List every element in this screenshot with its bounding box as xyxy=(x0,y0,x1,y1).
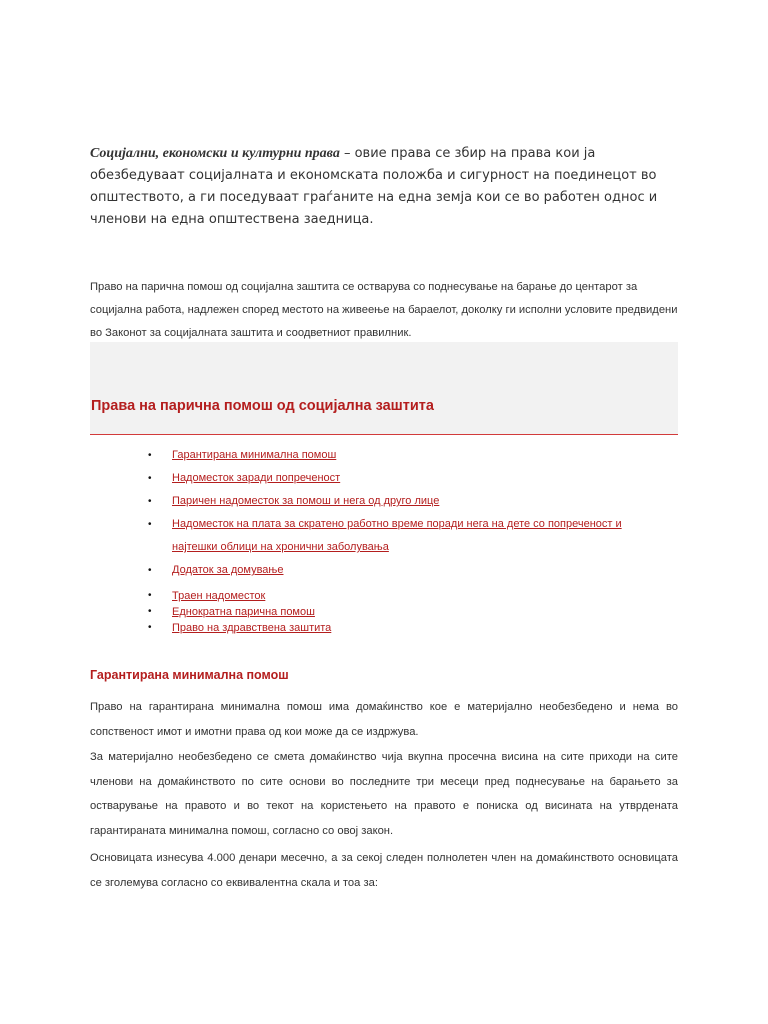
link-wage-compensation[interactable]: Надоместок на плата за скратено работно време поради нега на дете со попреченост и најтешки облици на хронични заболувања xyxy=(172,518,622,553)
list-item[interactable] xyxy=(148,588,668,604)
link-housing-allowance[interactable]: Додаток за домување xyxy=(172,564,284,576)
bullet-icon: • xyxy=(148,473,152,484)
intro-paragraph xyxy=(90,143,680,231)
bullet-icon: • xyxy=(148,450,152,461)
list-item[interactable] xyxy=(148,513,668,559)
bullet-icon: • xyxy=(148,565,152,576)
list-item[interactable] xyxy=(148,559,668,582)
link-disability-allowance[interactable]: Надоместок заради попреченост xyxy=(172,472,341,484)
bullet-icon: • xyxy=(148,519,152,530)
list-item[interactable] xyxy=(148,604,668,620)
list-item[interactable] xyxy=(148,620,668,636)
bullet-icon: • xyxy=(148,496,152,507)
bullet-icon: • xyxy=(148,606,152,617)
bullet-icon: • xyxy=(148,590,152,601)
link-guaranteed-minimum[interactable]: Гарантирана минимална помош xyxy=(172,449,337,461)
body-paragraph: Основицата изнесува 4.000 денари месечно, а за секој следен полнолетен член на домаќинството основицата се зголемува согласно со еквивалентна скала и тоа за: xyxy=(90,852,678,889)
link-health-protection[interactable]: Право на здравствена заштита xyxy=(172,622,332,634)
link-care-allowance[interactable]: Паричен надоместок за помош и нега од друго лице xyxy=(172,495,440,507)
intro-term: Социјални, економски и културни права xyxy=(90,146,340,161)
list-item[interactable] xyxy=(148,467,668,490)
link-one-time-aid[interactable]: Еднократна парична помош xyxy=(172,606,315,618)
section-heading: Права на парична помош од социјална заштита xyxy=(91,398,434,414)
body-paragraph: За материјално необезбедено се смета домаќинство чија вкупна просечна висина на сите приходи на сите членови на домаќинството по сите основи во последните три месеци пред поднесување на барањето за остварување на правото и во текот на користењето на правото е пониска од висината на утврдената гарантираната минимална помош, согласно со овој закон. xyxy=(90,751,678,837)
procedure-paragraph: Право на парична помош од социјална заштита се остварува со поднесување на барање до центарот за социјална работа, надлежен според местото на живеење на бараелот, доколку ги исполни условите предвидени во Законот за социјалната заштита и соодветниот правилник. xyxy=(90,281,678,339)
link-permanent-allowance[interactable]: Траен надоместок xyxy=(172,590,266,602)
subsection-title: Гарантирана минимална помош xyxy=(90,668,289,682)
body-paragraph: Право на гарантирана минимална помош има домаќинство кое е материјално необезбедено и нема во сопственост имот и имотни права од кои може да се издржува. xyxy=(90,701,678,738)
bullet-icon: • xyxy=(148,622,152,633)
list-item[interactable] xyxy=(148,444,668,467)
heading-panel xyxy=(90,342,678,435)
rights-link-list xyxy=(148,444,668,636)
intro-text: – овие права се збир на права кои ја обезбедуваат социјалната и економската положба и сигурност на поединецот во општеството, а ги поседуваат граѓаните на една земја кои се во работен однос и членови на една општествена заедница. xyxy=(90,146,658,227)
list-item[interactable] xyxy=(148,490,668,513)
